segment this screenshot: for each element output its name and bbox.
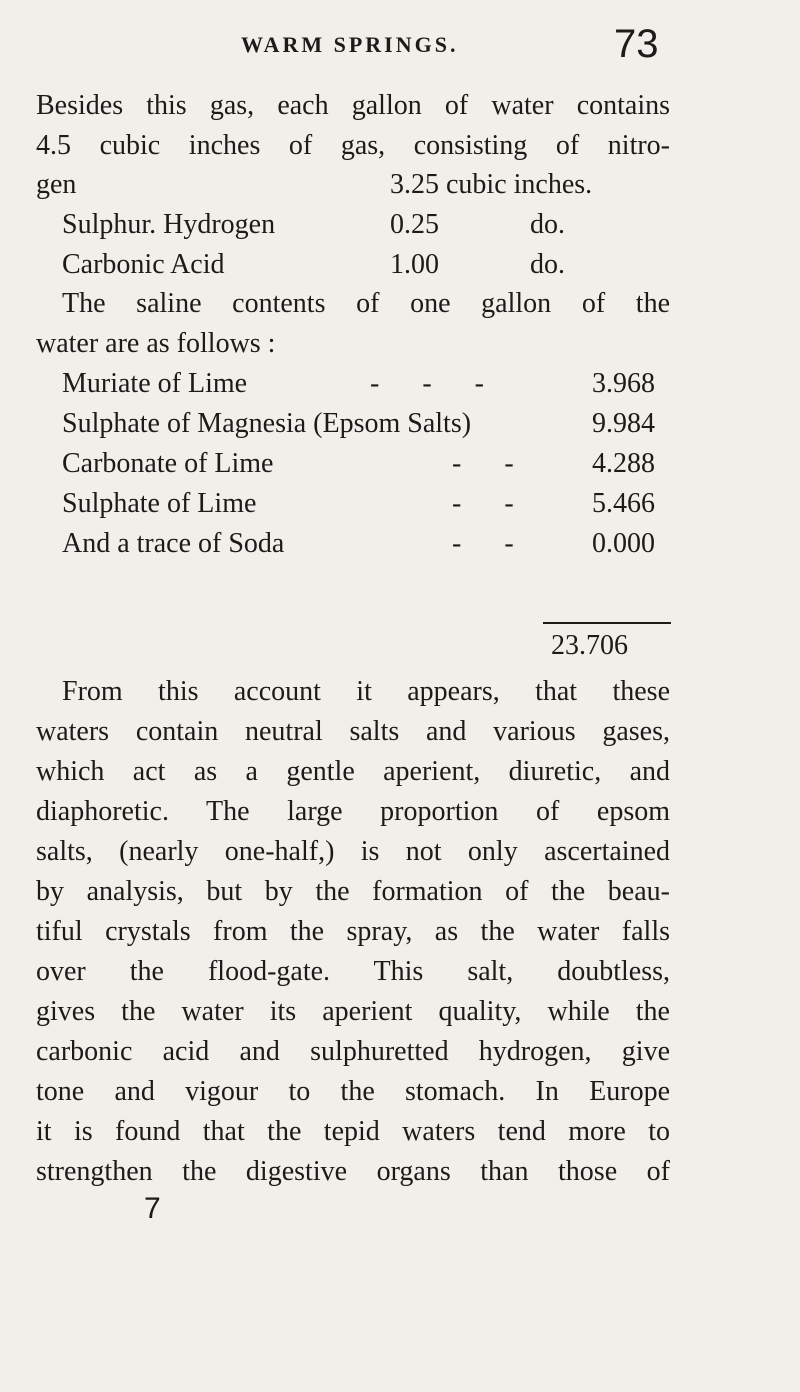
- signature-mark: 7: [144, 1192, 161, 1225]
- salt-value: 4.288: [592, 448, 655, 479]
- salt-name: And a trace of Soda: [62, 528, 285, 559]
- gas-row-name: Sulphur. Hydrogen: [62, 209, 276, 240]
- salt-value: 0.000: [592, 528, 655, 559]
- salts-total: 23.706: [551, 630, 628, 661]
- para3-line: by analysis, but by the formation of the beau-: [36, 876, 670, 907]
- sum-rule: [543, 622, 671, 624]
- salt-dashes: - - -: [370, 368, 484, 399]
- salt-name: Carbonate of Lime: [62, 448, 274, 479]
- para3-line: salts, (nearly one-half,) is not only ascertained: [36, 836, 670, 867]
- salt-value: 9.984: [592, 408, 655, 439]
- para2-line1: The saline contents of one gallon of the: [62, 288, 670, 319]
- gas-row-value: 0.25: [390, 209, 439, 240]
- salt-name: Sulphate of Lime: [62, 488, 257, 519]
- para3-line: strengthen the digestive organs than those of: [36, 1156, 670, 1187]
- para3-line: which act as a gentle aperient, diuretic, and: [36, 756, 670, 787]
- para3-line: tiful crystals from the spray, as the water falls: [36, 916, 670, 947]
- para2-line2: water are as follows :: [36, 328, 276, 359]
- salt-name: Muriate of Lime: [62, 368, 248, 399]
- gas-row-name: Carbonic Acid: [62, 249, 225, 280]
- page-number: 73: [614, 22, 659, 66]
- salt-value: 5.466: [592, 488, 655, 519]
- para3-line: tone and vigour to the stomach. In Europe: [36, 1076, 670, 1107]
- para1-line3-value: 3.25 cubic inches.: [390, 169, 593, 200]
- salt-name: Sulphate of Magnesia (Epsom Salts): [62, 408, 472, 439]
- para3-line: over the flood-gate. This salt, doubtless,: [36, 956, 670, 987]
- gas-row-value: 1.00: [390, 249, 439, 280]
- para3-line: gives the water its aperient quality, while the: [36, 996, 670, 1027]
- para3-line: From this account it appears, that these: [62, 676, 670, 707]
- para3-line: waters contain neutral salts and various gases,: [36, 716, 670, 747]
- para3-line: diaphoretic. The large proportion of epsom: [36, 796, 670, 827]
- gas-row-unit: do.: [530, 249, 565, 280]
- salt-dashes: - -: [452, 448, 514, 479]
- para1-line2: 4.5 cubic inches of gas, consisting of nitro-: [36, 130, 670, 161]
- gas-row-unit: do.: [530, 209, 565, 240]
- running-header: [0, 22, 800, 66]
- running-title: WARM SPRINGS.: [241, 32, 459, 57]
- para3-line: carbonic acid and sulphuretted hydrogen, give: [36, 1036, 670, 1067]
- salt-dashes: - -: [452, 528, 514, 559]
- salt-value: 3.968: [592, 368, 655, 399]
- para1-line1: Besides this gas, each gallon of water contains: [36, 90, 670, 121]
- salt-dashes: - -: [452, 488, 514, 519]
- para1-line3-word: gen: [36, 169, 77, 200]
- para3-line: it is found that the tepid waters tend more to: [36, 1116, 670, 1147]
